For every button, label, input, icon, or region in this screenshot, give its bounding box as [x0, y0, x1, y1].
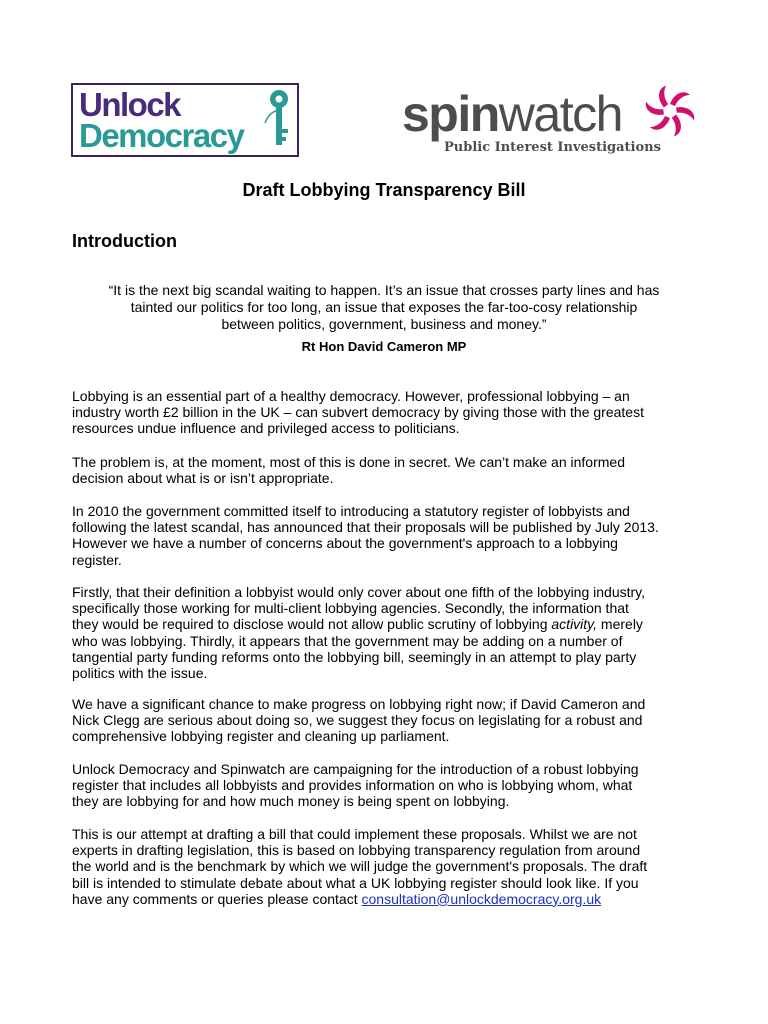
paragraph-line: We have a significant chance to make progress on lobbying right now; if David Cameron and — [72, 696, 646, 712]
consultation-email-link[interactable]: consultation@unlockdemocracy.org.uk — [361, 890, 602, 907]
paragraph-line: tangential party funding reforms onto the lobbying bill, seemingly in an attempt to play party — [72, 648, 637, 665]
quote-line: tainted our politics for too long, an issue that exposes the far-too-cosy relationship — [130, 299, 638, 315]
paragraph-lobbying-essential — [72, 388, 712, 437]
paragraph-text: have any comments or queries please contact — [72, 890, 362, 907]
paragraph-line: industry worth £2 billion in the UK – can subvert democracy by giving those with the greatest — [72, 404, 644, 421]
emphasis-text: activity, — [551, 616, 598, 633]
unlock-democracy-logo-line2: Democracy — [79, 117, 244, 154]
paragraph-significant-chance — [72, 696, 712, 745]
key-icon — [263, 87, 295, 153]
quote-line: between politics, government, business and money.” — [221, 316, 547, 332]
unlock-democracy-logo-line1: Unlock — [79, 86, 181, 123]
paragraph-line: specifically those working for multi-client lobbying agencies. Secondly, the information that — [72, 600, 629, 617]
flower-icon — [644, 85, 696, 137]
paragraph-line: Nick Clegg are serious about doing so, we suggest they focus on legislating for a robust and — [72, 712, 643, 729]
paragraph-line: Firstly, that their definition a lobbyist would only cover about one fifth of the lobbying industry, — [72, 584, 646, 600]
paragraph-line: However we have a number of concerns about the government's approach to a lobbying — [72, 535, 618, 552]
paragraph-line: politics with the issue. — [72, 665, 208, 682]
paragraph-concerns — [72, 584, 712, 681]
spinwatch-logo-word — [402, 86, 622, 142]
paragraph-line — [72, 616, 712, 632]
paragraph-line: This is our attempt at drafting a bill that could implement these proposals. Whilst we are not — [72, 826, 637, 842]
paragraph-line: bill is intended to stimulate debate about what a UK lobbying register should look like. If you — [72, 874, 639, 891]
paragraph-line: The problem is, at the moment, most of this is done in secret. We can’t make an informed — [72, 454, 625, 470]
paragraph-line: register that includes all lobbyists and provides information on who is lobbying whom, what — [72, 777, 633, 794]
spinwatch-logo-word-bold: spin — [402, 86, 499, 142]
paragraph-line: decision about what is or isn’t appropriate. — [72, 470, 334, 487]
spinwatch-logo-word-regular: watch — [498, 86, 622, 142]
paragraph-line — [72, 891, 712, 907]
paragraph-line: In 2010 the government committed itself to introducing a statutory register of lobbyists and — [72, 503, 630, 519]
quote-attribution: Rt Hon David Cameron MP — [301, 339, 467, 354]
paragraph-line: resources undue influence and privileged access to politicians. — [72, 420, 460, 437]
quote-line: “It is the next big scandal waiting to happen. It’s an issue that crosses party lines and has — [108, 282, 660, 298]
paragraph-line: following the latest scandal, has announced that their proposals will be published by July 2013. — [72, 519, 659, 536]
paragraph-text: merely — [597, 616, 643, 633]
paragraph-problem-secret — [72, 454, 712, 486]
paragraph-line: Lobbying is an essential part of a healthy democracy. However, professional lobbying – an — [72, 388, 630, 404]
document-title: Draft Lobbying Transparency Bill — [242, 180, 526, 200]
paragraph-campaigning — [72, 761, 712, 810]
paragraph-line: comprehensive lobbying register and cleaning up parliament. — [72, 728, 450, 745]
quote — [60, 282, 708, 333]
paragraph-line: experts in drafting legislation, this is based on lobbying transparency regulation from around — [72, 842, 641, 859]
paragraph-text: they would be required to disclose would not allow public scrutiny of lobbying — [72, 616, 552, 633]
paragraph-line: Unlock Democracy and Spinwatch are campaigning for the introduction of a robust lobbying — [72, 761, 639, 777]
paragraph-line: they are lobbying for and how much money is being spent on lobbying. — [72, 793, 510, 810]
paragraph-line: register. — [72, 551, 122, 568]
paragraph-line: the world and is the benchmark by which we will judge the government's proposals. The draft — [72, 858, 648, 875]
spinwatch-logo — [398, 84, 698, 160]
paragraph-government-commitment — [72, 503, 712, 568]
spinwatch-tagline: Public Interest Investigations — [444, 140, 661, 155]
section-heading: Introduction — [72, 231, 177, 251]
paragraph-draft-attempt — [72, 826, 712, 907]
paragraph-line: who was lobbying. Thirdly, it appears that the government may be adding on a number of — [72, 632, 623, 649]
unlock-democracy-logo — [71, 83, 299, 157]
